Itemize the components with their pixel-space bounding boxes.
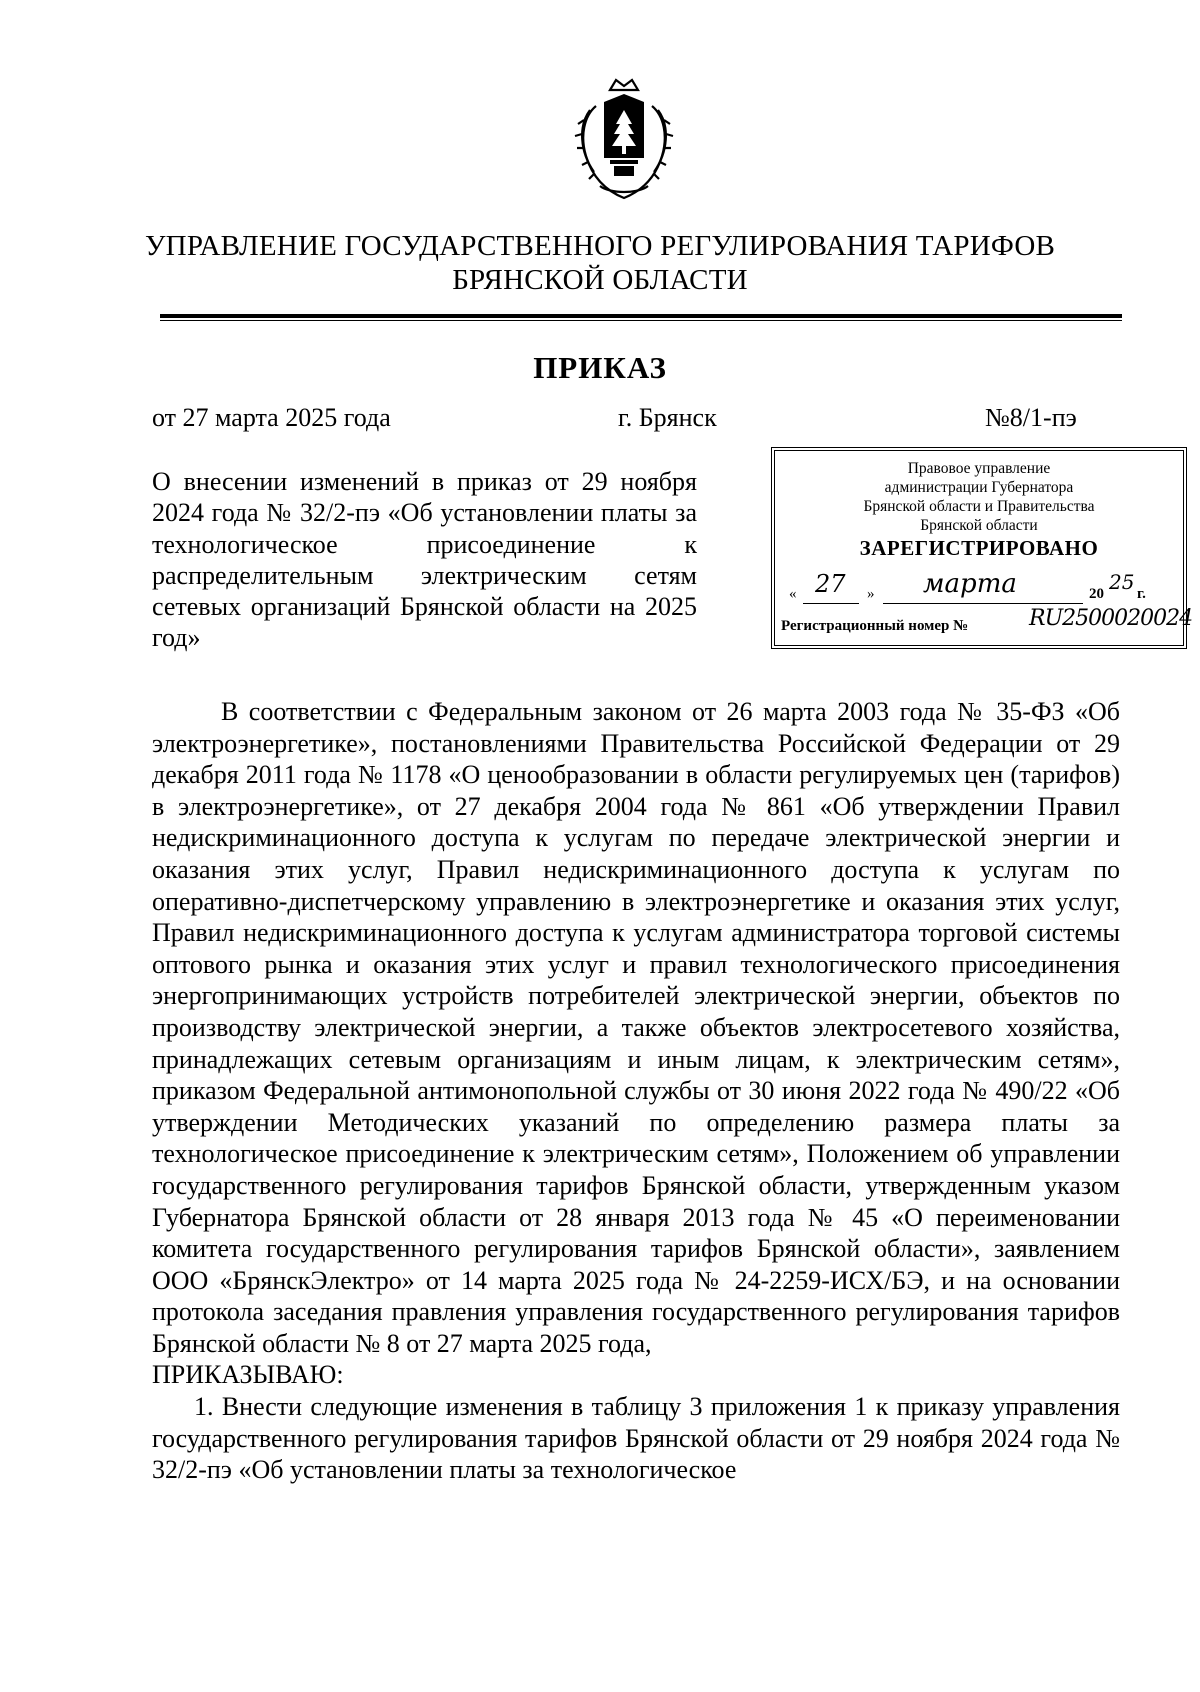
stamp-line1: Правовое управление bbox=[907, 460, 1051, 477]
stamp-line4: Брянской области bbox=[920, 517, 1038, 534]
stamp-reg-number: RU2500020024 bbox=[1029, 606, 1193, 631]
preamble-paragraph: В соответствии с Федеральным законом от 26 марта 2003 года № 35-ФЗ «Об электроэнергетике», постановлениями Правительства Российской Федерации от 29 декабря 2011 года № 1178 «О ценообразовании в области регулируемых цен (тарифов) в электроэнергетике», от 27 декабря 2004 года № 861 «Об утверждении Правил недискриминационного доступа к услугам по передаче электрической энергии и оказания этих услуг, Правил недискриминационного доступа к услугам по оперативно-диспетчерскому управлению в электроэнергетике и оказания этих услуг, Правил недискриминационного доступа к услугам администратора торговой системы оптового рынка и оказания этих услуг и правил технологического присоединения энергопринимающих устройств потребителей электрической энергии, объектов по производству электрической энергии, а также объектов электросетевого хозяйства, принадлежащих сетевым организациям и иным лицам, к электрическим сетям», приказом Федеральной антимонопольной службы от 30 июня 2022 года № 490/22 «Об утверждении Методических указаний по определению размера платы за технологическое присоединение к электрическим сетям», Положением об управлении государственного регулирования тарифов Брянской области, утвержденным указом Губернатора Брянской области от 28 января 2013 года № 45 «О переименовании комитета государственного регулирования тарифов Брянской области», заявлением ООО «БрянскЭлектро» от 14 марта 2025 года № 24-2259-ИСХ/БЭ, и на основании протокола заседания правления управления государственного регулирования тарифов Брянской области № 8 от 27 марта 2025 года, bbox=[152, 697, 1120, 1358]
stamp-day-underline bbox=[803, 603, 859, 604]
document-title: ПРИКАЗ bbox=[533, 350, 667, 385]
stamp-date bbox=[781, 569, 1177, 607]
stamp-year-letter: г. bbox=[1137, 586, 1146, 602]
registration-stamp bbox=[774, 450, 1193, 646]
stamp-month: марта bbox=[923, 569, 1017, 599]
stamp-reg-label: Регистрационный номер № bbox=[781, 618, 969, 634]
document-body bbox=[152, 696, 1120, 1486]
stamp-close-quote: » bbox=[867, 586, 875, 602]
stamp-year-suffix: 25 bbox=[1109, 570, 1135, 594]
stamp-line3: Брянской области и Правительства bbox=[863, 498, 1095, 515]
document-city: г. Брянск bbox=[618, 403, 717, 432]
header-divider-thin bbox=[160, 320, 1122, 321]
organization-name-line1: УПРАВЛЕНИЕ ГОСУДАРСТВЕННОГО РЕГУЛИРОВАНИЯ ТАРИФОВ bbox=[144, 230, 1056, 262]
stamp-year-prefix: 20 bbox=[1089, 586, 1104, 602]
stamp-registered: ЗАРЕГИСТРИРОВАНО bbox=[859, 536, 1099, 560]
stamp-day: 27 bbox=[815, 570, 846, 598]
stamp-month-underline bbox=[883, 603, 1083, 604]
organization-name-line2: БРЯНСКОЙ ОБЛАСТИ bbox=[452, 264, 748, 296]
coat-of-arms-icon bbox=[570, 76, 678, 204]
document-subject: О внесении изменений в приказ от 29 ноября 2024 года № 32/2-пэ «Об установлении платы за технологическое присоединение к распределительным электрическим сетям сетевых организаций Брянской области на 2025 год» bbox=[152, 467, 697, 653]
document-number: №8/1-пэ bbox=[985, 403, 1077, 432]
order-point-1: 1. Внести следующие изменения в таблицу 3 приложения 1 к приказу управления государственного регулирования тарифов Брянской области от 29 ноября 2024 года № 32/2-пэ «Об установлении платы за технологическое bbox=[152, 1392, 1120, 1485]
order-word: ПРИКАЗЫВАЮ: bbox=[152, 1360, 344, 1390]
stamp-open-quote: « bbox=[789, 586, 797, 602]
stamp-line2: администрации Губернатора bbox=[884, 479, 1074, 496]
header-divider-thick bbox=[160, 314, 1122, 318]
document-date: от 27 марта 2025 года bbox=[152, 403, 391, 432]
